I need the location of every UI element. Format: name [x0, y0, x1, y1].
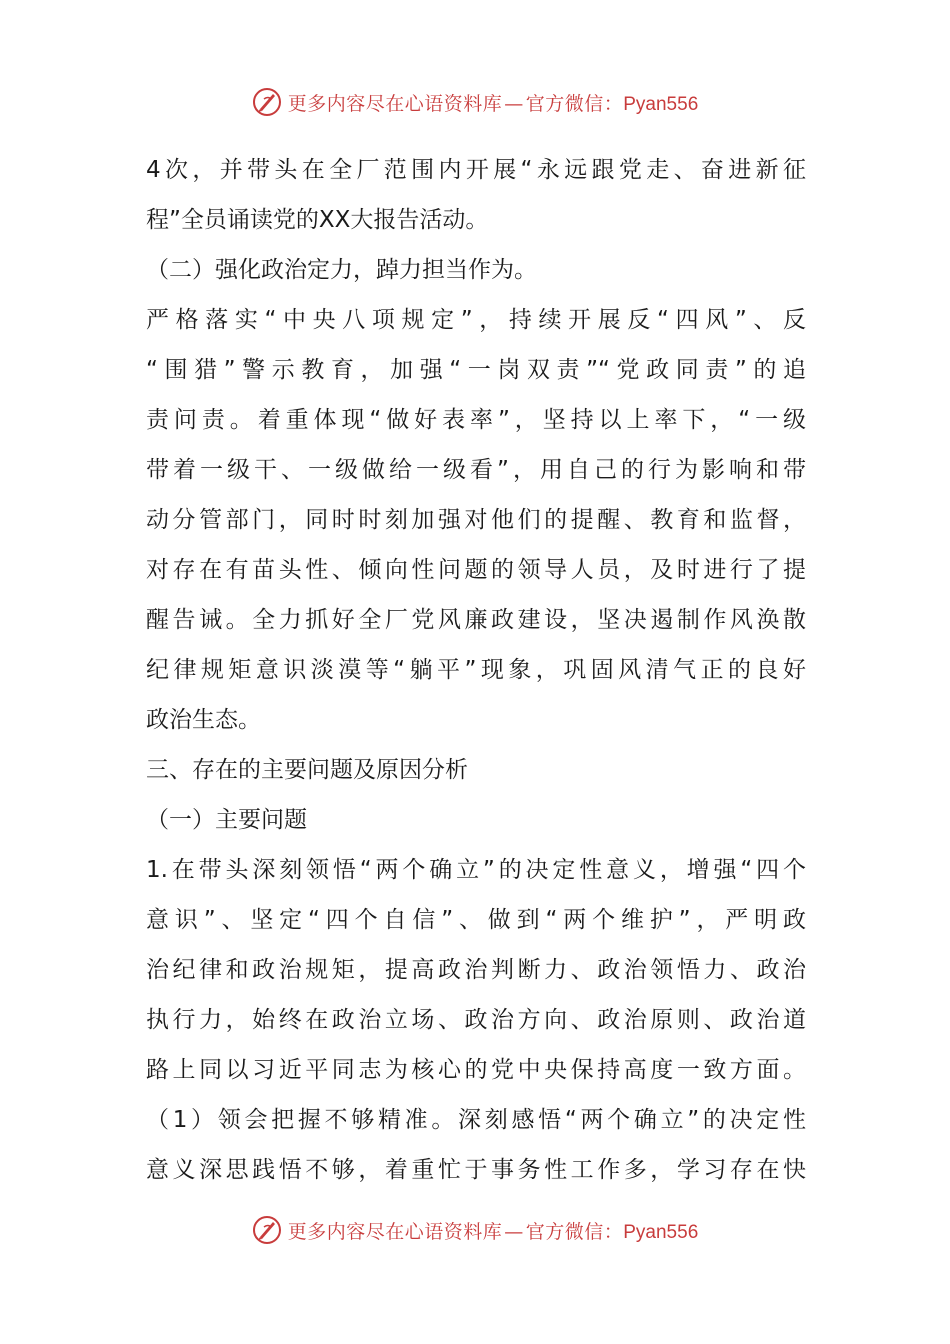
header-banner-text — [288, 89, 699, 116]
footer-wechat-id: Pyan556 — [623, 1221, 699, 1243]
body-line: 纪律规矩意识淡漠等“躺平”现象，巩固风清气正的良好 — [146, 657, 806, 683]
body-line: 醒告诫。全力抓好全厂党风廉政建设，坚决遏制作风涣散 — [146, 607, 806, 633]
document-body — [146, 145, 806, 1195]
header-separator: — — [504, 92, 524, 115]
header-wechat-id: Pyan556 — [623, 93, 699, 115]
body-line: 路上同以习近平同志为核心的党中央保持高度一致方面。 — [146, 1057, 806, 1083]
body-line: 4次，并带头在全厂范围内开展“永远跟党走、奋进新征 — [146, 157, 806, 183]
body-line: 1.在带头深刻领悟“两个确立”的决定性意义，增强“四个 — [146, 857, 806, 883]
footer-separator: — — [504, 1220, 524, 1243]
body-line: 执行力，始终在政治立场、政治方向、政治原则、政治道 — [146, 1007, 806, 1033]
section-heading: 三、存在的主要问题及原因分析 — [146, 757, 468, 783]
body-line: 程”全员诵读党的XX大报告活动。 — [146, 207, 489, 233]
body-line: 治纪律和政治规矩，提高政治判断力、政治领悟力、政治 — [146, 957, 806, 983]
body-line: 意义深思践悟不够，着重忙于事务性工作多，学习存在快 — [146, 1157, 806, 1183]
header-banner — [0, 82, 950, 122]
section-heading: （一）主要问题 — [146, 807, 307, 833]
body-line: 意识”、坚定“四个自信”、做到“两个维护”，严明政 — [146, 907, 806, 933]
body-line: 严格落实“中央八项规定”，持续开展反“四风”、反 — [146, 307, 806, 333]
body-line: 动分管部门，同时时刻加强对他们的提醒、教育和监督， — [146, 507, 806, 533]
body-line: 责问责。着重体现“做好表率”，坚持以上率下，“一级 — [146, 407, 806, 433]
header-main-text: 更多内容尽在心语资料库 — [287, 92, 503, 115]
body-line: 对存在有苗头性、倾向性问题的领导人员，及时进行了提 — [146, 557, 806, 583]
section-heading: （二）强化政治定力，踔力担当作为。 — [146, 257, 537, 283]
header-suffix: 官方微信： — [525, 92, 624, 115]
body-line: 带着一级干、一级做给一级看”，用自己的行为影响和带 — [146, 457, 806, 483]
quill-logo-icon — [252, 1215, 282, 1245]
footer-banner-text — [288, 1217, 699, 1244]
body-line: 政治生态。 — [146, 707, 261, 733]
body-line: “围猎”警示教育，加强“一岗双责”“党政同责”的追 — [146, 357, 806, 383]
quill-logo-icon — [252, 87, 282, 117]
body-line: （1）领会把握不够精准。深刻感悟“两个确立”的决定性 — [146, 1107, 806, 1133]
footer-banner — [0, 1210, 950, 1250]
footer-suffix: 官方微信： — [525, 1220, 624, 1243]
footer-main-text: 更多内容尽在心语资料库 — [287, 1220, 503, 1243]
